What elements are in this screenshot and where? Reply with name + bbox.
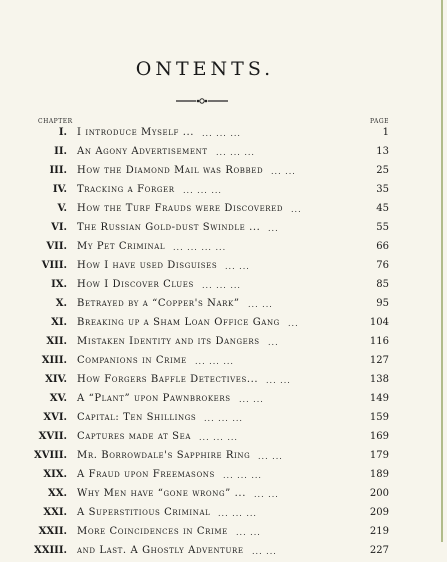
- dot-leaders: [202, 281, 373, 291]
- page-number: 66: [376, 241, 389, 252]
- toc-entry: [0, 277, 447, 296]
- dot-leaders: [268, 224, 373, 234]
- chapter-number: II.: [54, 146, 67, 157]
- chapter-number: I.: [58, 127, 67, 138]
- chapter-number: VI.: [51, 222, 67, 233]
- dot-leaders: [173, 243, 373, 253]
- page-number: 85: [376, 279, 389, 290]
- dot-leaders-text: ... ...: [252, 547, 277, 556]
- chapter-title: How I Discover Clues: [77, 279, 194, 290]
- page-number: 159: [369, 412, 389, 423]
- chapter-number: IV.: [52, 184, 67, 195]
- toc-entry: [0, 448, 447, 467]
- dot-leaders-text: ... ... ...: [199, 433, 238, 442]
- toc-entry: [0, 239, 447, 258]
- chapter-title: How I have used Disguises: [77, 260, 218, 271]
- dot-leaders: [195, 357, 373, 367]
- chapter-number: XVIII.: [33, 450, 67, 461]
- chapter-title: and Last. A Ghostly Adventure: [77, 545, 244, 556]
- chapter-title: Tracking a Forger: [77, 184, 175, 195]
- page-number: 227: [369, 545, 389, 556]
- toc-entry: [0, 391, 447, 410]
- chapter-column-label: CHAPTER: [38, 118, 73, 125]
- page-number: 104: [369, 317, 389, 328]
- dot-leaders-text: ...: [268, 338, 279, 347]
- dot-leaders-text: ... ... ...: [218, 509, 257, 518]
- dot-leaders: [216, 148, 373, 158]
- toc-entry: [0, 353, 447, 372]
- chapter-title: The Russian Gold-dust Swindle ...: [77, 222, 261, 233]
- dot-leaders-text: ...: [291, 205, 302, 214]
- dot-leaders: [202, 129, 373, 139]
- page-number: 169: [369, 431, 389, 442]
- chapter-title: Mr. Borrowdale's Sapphire Ring: [77, 450, 251, 461]
- page-number: 179: [369, 450, 389, 461]
- chapter-title: How the Diamond Mail was Robbed: [77, 165, 264, 176]
- ornament-divider: [174, 96, 230, 106]
- dot-leaders: [254, 490, 373, 500]
- chapter-number: XII.: [46, 336, 67, 347]
- dot-leaders: [266, 376, 373, 386]
- dot-leaders: [223, 471, 373, 481]
- dot-leaders: [258, 452, 373, 462]
- chapter-title: Betrayed by a “Copper's Nark”: [77, 298, 240, 309]
- chapter-number: XVII.: [38, 431, 67, 442]
- toc-entry: [0, 258, 447, 277]
- chapter-number: XIV.: [45, 374, 67, 385]
- chapter-number: XXIII.: [33, 545, 67, 556]
- page-number: 138: [369, 374, 389, 385]
- toc-entry: [0, 543, 447, 562]
- toc-entry: [0, 220, 447, 239]
- chapter-title: A “Plant” upon Pawnbrokers: [77, 393, 231, 404]
- toc-entry: [0, 334, 447, 353]
- dot-leaders-text: ... ... ...: [223, 471, 262, 480]
- chapter-title: An Agony Advertisement: [77, 146, 208, 157]
- chapter-title: My Pet Criminal: [77, 241, 166, 252]
- page-number: 149: [369, 393, 389, 404]
- chapter-title: I introduce Myself ...: [77, 127, 195, 138]
- page-number: 209: [369, 507, 389, 518]
- dot-leaders-text: ... ... ...: [183, 186, 222, 195]
- dot-leaders-text: ... ... ...: [204, 414, 243, 423]
- dot-leaders-text: ... ...: [225, 262, 250, 271]
- dot-leaders: [252, 547, 373, 557]
- page-number: 45: [376, 203, 389, 214]
- dot-leaders: [236, 528, 373, 538]
- page-number: 1: [382, 127, 389, 138]
- dot-leaders-text: ... ... ...: [202, 129, 241, 138]
- dot-leaders-text: ... ...: [271, 167, 296, 176]
- page-number: 76: [376, 260, 389, 271]
- chapter-number: XIX.: [43, 469, 67, 480]
- chapter-title: A Superstitious Criminal: [77, 507, 211, 518]
- chapter-title: Companions in Crime: [77, 355, 187, 366]
- dot-leaders: [183, 186, 373, 196]
- page-number: 13: [376, 146, 389, 157]
- chapter-title: A Fraud upon Freemasons: [77, 469, 215, 480]
- toc-entry: [0, 163, 447, 182]
- dot-leaders: [199, 433, 373, 443]
- chapter-number: XV.: [49, 393, 67, 404]
- page-column-label: PAGE: [370, 118, 389, 125]
- toc-entry: [0, 372, 447, 391]
- dot-leaders-text: ... ... ...: [202, 281, 241, 290]
- page-number: 189: [369, 469, 389, 480]
- dot-leaders: [218, 509, 373, 519]
- dot-leaders: [239, 395, 373, 405]
- contents-title: ONTENTS.: [135, 58, 275, 80]
- chapter-number: XVI.: [43, 412, 67, 423]
- toc-entry: [0, 201, 447, 220]
- chapter-number: IX.: [51, 279, 67, 290]
- toc-entry: [0, 486, 447, 505]
- dot-leaders: [248, 300, 373, 310]
- chapter-number: XX.: [48, 488, 67, 499]
- dot-leaders-text: ... ...: [258, 452, 283, 461]
- page-number: 95: [376, 298, 389, 309]
- toc-entry: [0, 524, 447, 543]
- page-number: 25: [376, 165, 389, 176]
- chapter-number: XXI.: [43, 507, 67, 518]
- chapter-number: XIII.: [41, 355, 67, 366]
- dot-leaders-text: ... ... ...: [195, 357, 234, 366]
- chapter-number: X.: [55, 298, 67, 309]
- dot-leaders-text: ...: [268, 224, 279, 233]
- toc-entry: [0, 315, 447, 334]
- dot-leaders: [268, 338, 373, 348]
- dot-leaders: [225, 262, 373, 272]
- page-number: 219: [369, 526, 389, 537]
- page-number: 116: [369, 336, 389, 347]
- dot-leaders-text: ... ...: [248, 300, 273, 309]
- dot-leaders-text: ... ...: [239, 395, 264, 404]
- dot-leaders-text: ... ...: [254, 490, 279, 499]
- chapter-number: XI.: [51, 317, 67, 328]
- chapter-title: How the Turf Frauds were Discovered: [77, 203, 284, 214]
- chapter-title: More Coincidences in Crime: [77, 526, 228, 537]
- chapter-title: Breaking up a Sham Loan Office Gang: [77, 317, 280, 328]
- dot-leaders: [204, 414, 373, 424]
- dot-leaders: [271, 167, 373, 177]
- toc-entry: [0, 182, 447, 201]
- toc-entry: [0, 505, 447, 524]
- dot-leaders-text: ... ... ... ...: [173, 243, 227, 252]
- chapter-title: Why Men have “gone wrong” ...: [77, 488, 246, 499]
- chapter-number: XXII.: [38, 526, 67, 537]
- page-number: 55: [376, 222, 389, 233]
- dot-leaders-text: ... ... ...: [216, 148, 255, 157]
- toc-entry: [0, 125, 447, 144]
- chapter-title: How Forgers Baffle Detectives...: [77, 374, 259, 385]
- chapter-number: V.: [57, 203, 67, 214]
- toc-entry: [0, 296, 447, 315]
- page-number: 200: [369, 488, 389, 499]
- contents-list: [0, 125, 447, 562]
- dot-leaders-text: ... ...: [236, 528, 261, 537]
- chapter-title: Capital: Ten Shillings: [77, 412, 197, 423]
- page-number: 35: [376, 184, 389, 195]
- chapter-title: Captures made at Sea: [77, 431, 191, 442]
- toc-entry: [0, 429, 447, 448]
- dot-leaders-text: ... ...: [266, 376, 291, 385]
- toc-entry: [0, 410, 447, 429]
- chapter-number: VII.: [46, 241, 67, 252]
- chapter-number: VIII.: [41, 260, 67, 271]
- toc-entry: [0, 467, 447, 486]
- toc-entry: [0, 144, 447, 163]
- chapter-number: III.: [49, 165, 67, 176]
- chapter-title: Mistaken Identity and its Dangers: [77, 336, 260, 347]
- page-number: 127: [369, 355, 389, 366]
- dot-leaders-text: ...: [288, 319, 299, 328]
